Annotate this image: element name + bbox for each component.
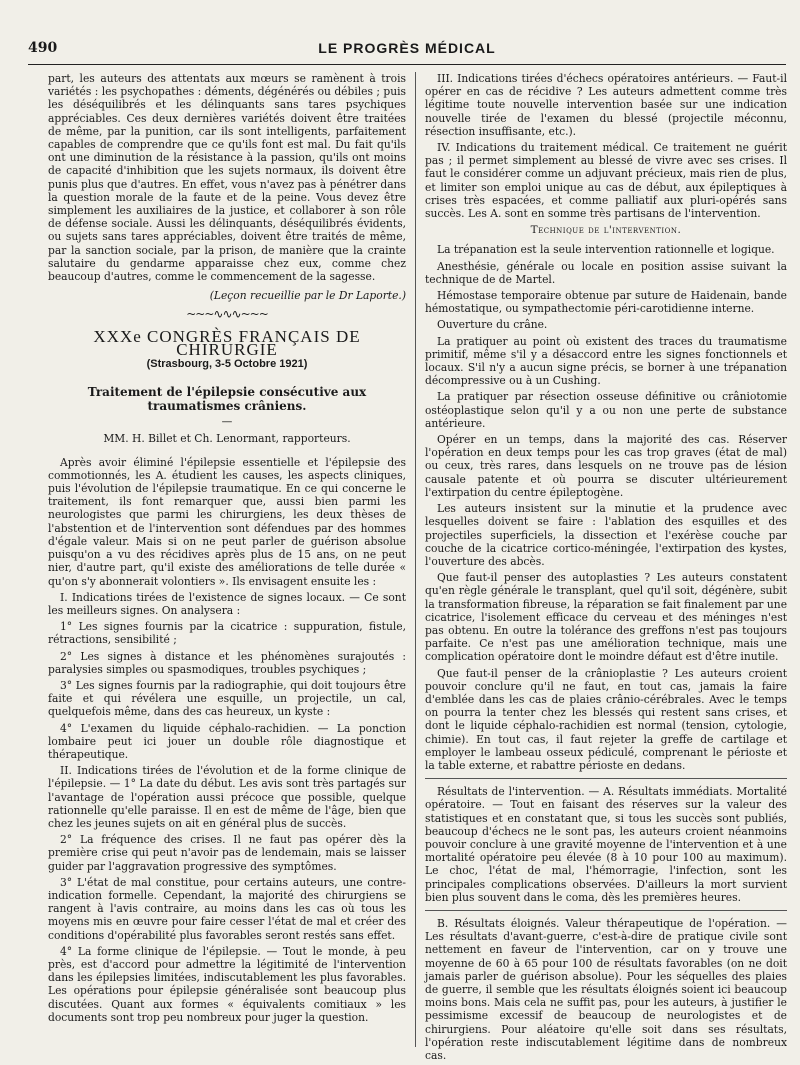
page-header <box>28 40 786 65</box>
paragraph: Les auteurs insistent sur la minutie et la prudence avec lesquelles doivent se faire : l'ablation des esquilles et des projectiles superficiels, la dissection et l'exérèse couche par couche de la cicatrice cortico-méningée, l'extirpation des kystes, l'ouverture des abcès. <box>425 502 787 568</box>
section-divider <box>425 778 787 779</box>
section-heading: Technique de l'intervention. <box>530 224 682 237</box>
paragraph: II. Indications tirées de l'évolution et de la forme clinique de l'épilepsie. — 1° La date du début. Les avis sont très partagés sur l'avantage de l'opération aussi précoce que possible, quelque rationnelle qu'elle paraisse. Il en est de même de l'âge, bien que chez les jeunes sujets on ait en général plus de succès. <box>48 764 406 830</box>
paragraph: 3° Les signes fournis par la radiographie, qui doit toujours être faite et qui révélera une esquille, un projectile, un cal, quelquefois même, dans des cas heureux, un kyste : <box>48 678 406 719</box>
paragraph: 4° La forme clinique de l'épilepsie. — Tout le monde, à peu près, est d'accord pour admettre la légitimité de l'intervention dans les épilepsies limitées, indiscutablement les plus favorables. Les opérations pour épilepsie généralisée sont beaucoup plus discutées. Quant aux formes « équivalents comitiaux » les documents sont trop peu nombreux pour juger la question. <box>48 944 406 1024</box>
paragraph: Opérer en un temps, dans la majorité des cas. Réserver l'opération en deux temps pour les cas trop graves (état de mal) ou ceux, très rares, dans lesquels on ne trouve pas de lésion causale patente et où pourra se discuter ultérieurement l'extirpation du centre épileptogène. <box>425 433 787 499</box>
section-divider <box>425 910 787 911</box>
paragraph: IV. Indications du traitement médical. Ce traitement ne guérit pas ; il permet simplement au blessé de vivre avec ses crises. Il faut le considérer comme un adjuvant précieux, mais rien de plus, et limiter son emploi unique au cas de début, aux épileptiques à crises très espacées, et comme palliatif aux pluri-opérés sans succès. Les A. sont en somme très partisans de l'intervention. <box>425 141 787 221</box>
article-authors: MM. H. Billet et Ch. Lenormant, rapporteurs. <box>103 432 351 446</box>
column-divider <box>415 72 416 1047</box>
paragraph: Hémostase temporaire obtenue par suture de Haidenain, bande hémostatique, ou sympathectomie péri-carotidienne interne. <box>425 289 787 316</box>
signature: (Leçon recueillie par le Dr Laporte.) <box>209 289 406 303</box>
paragraph: La trépanation est la seule intervention rationnelle et logique. <box>437 243 775 257</box>
article-title: Traitement de l'épilepsie consécutive aux traumatismes crâniens. <box>87 385 367 414</box>
paragraph: B. Résultats éloignés. Valeur thérapeutique de l'opération. — Les résultats d'avant-guerre, c'est-à-dire de pratique civile sont nettement en faveur de l'intervention, car on y trouve une moyenne de 60 à 65 pour 100 de résultats favorables (on ne doit jamais parler de guérison absolue). Pour les séquelles des plaies de guerre, il semble que les résultats éloignés soient ici beaucoup moins bons. Mais cela ne suffit pas, pour les auteurs, à justifier le pessimisme excessif de beaucoup de neurologistes et de chirurgiens. Pour aléatoire qu'elle soit dans ses résultats, l'opération reste indiscutablement légitime dans de nombreux cas. <box>425 916 787 1063</box>
ornament-divider: ~~~∿∿∿~~~ <box>186 307 268 322</box>
congress-subtitle: (Strasbourg, 3-5 Octobre 1921) <box>146 358 308 371</box>
paragraph: Anesthésie, générale ou locale en position assise suivant la technique de de Martel. <box>425 259 787 286</box>
paragraph: Que faut-il penser des autoplasties ? Les auteurs constatent qu'en règle générale le transplant, quel qu'il soit, dégénère, subit la transformation fibreuse, la réparation se fait finalement par une cicatrice, l'isolement efficace du cerveau et des méninges n'est pas obtenu. En outre la tolérance des greffons n'est pas toujours parfaite. Ce n'est pas une amélioration technique, mais une complication opératoire dont le moindre défaut est d'être inutile. <box>425 571 788 664</box>
paragraph: 3° L'état de mal constitue, pour certains auteurs, une contre-indication formelle. Cependant, la majorité des chirurgiens se rangent à l'avis contraire, au moins dans les cas où tous les moyens mis en œuvre pour faire cesser l'état de mal et créer des conditions d'opérabilité plus favorables seront restés sans effet. <box>48 875 406 942</box>
paragraph: La pratiquer au point où existent des traces du traumatisme primitif, même s'il y a désaccord entre les signes fonctionnels et locaux. S'il n'y a aucun signe précis, se borner à une trépanation décompressive ou à un Cushing. <box>425 334 787 388</box>
title-dash: — <box>221 415 233 429</box>
paragraph: Après avoir éliminé l'épilepsie essentielle et l'épilepsie des commotionnés, les A. étudient les causes, les aspects cliniques, puis l'évolution de l'épilepsie traumatique. En ce qui concerne le traitement, ils font remarquer que, aussi bien parmi les neurologistes que parmi les chirurgiens, les deux thèses de l'abstention et de l'intervention sont défendues par des hommes d'égale valeur. Mais si on ne peut parler de guérison absolue puisqu'on a vu des récidives après plus de 15 ans, on ne peut nier, d'autre part, qu'il existe des améliorations de telle durée « qu'on s'y abonnerait volontiers ». Ils envisagent ensuite les : <box>48 455 406 588</box>
paragraph: Que faut-il penser de la crânioplastie ? Les auteurs croient pouvoir conclure qu'il ne faut, en tout cas, jamais la faire d'emblée dans les cas de plaies crânio-cérébrales. Avec le temps on pourra la tenter chez les blessés qui restent sans crises, et dont le liquide céphalo-rachidien est normal (tension, cytologie, chimie). En tout cas, il faut rejeter la greffe de cartilage et employer le lambeau osseux pédiculé, comprenant le périoste et la table externe, et rabattre périoste en dedans. <box>425 666 787 772</box>
paragraph: La pratiquer par résection osseuse définitive ou crâniotomie ostéoplastique selon qu'il y a ou non une perte de substance antérieure. <box>425 390 787 430</box>
paragraph: Ouverture du crâne. <box>437 318 548 332</box>
paragraph: I. Indications tirées de l'existence de signes locaux. — Ce sont les meilleurs signes. On analysera : <box>48 590 406 617</box>
left-column <box>48 72 406 1052</box>
right-column <box>425 72 788 1063</box>
paragraph: part, les auteurs des attentats aux mœurs se ramènent à trois variétés : les psychopathes : déments, dégénérés ou débiles ; puis les déséquilibrés et les délinquants sans tares psychiques appréciables. Ces deux dernières variétés doivent être traitées de même, par la punition, car ils sont intelligents, parfaitement capables de comprendre que ce qu'ils font est mal. Du fait qu'ils ont une diminution de la résistance à la passion, qu'ils ont moins de capacité d'inhibition que les sujets normaux, ils doivent être punis plus que d'autres. En effet, vous n'avez pas à pénétrer dans la question morale de la faute et de la peine. Vous devez être simplement les auxiliaires de la justice, et collaborer à son rôle de défense sociale. Aussi les délinquants, déséquilibrés évidents, ou sujets sans tares appréciables, doivent être traités de même, par la sanction sociale, par la prison, de manière que la crainte salutaire du gendarme apparaisse chez eux, comme chez beaucoup d'autres, comme le commencement de la sagesse. <box>48 72 406 284</box>
paragraph: Résultats de l'intervention. — A. Résultats immédiats. Mortalité opératoire. — Tout en faisant des réserves sur la valeur des statistiques et en constatant que, si tous les succès sont publiés, beaucoup d'échecs ne le sont pas, les auteurs croient néanmoins pouvoir conclure à une gravité moyenne de l'intervention et à une mortalité opératoire peu élevée (8 à 10 pour 100 au maximum). Le choc, l'état de mal, l'hémorragie, l'infection, sont les principales complications observées. D'ailleurs la mort survient bien plus souvent dans le coma, dès les premières heures. <box>425 785 787 904</box>
congress-title: XXXe CONGRÈS FRANÇAIS DE CHIRURGIE <box>93 326 361 359</box>
paragraph: 2° La fréquence des crises. Il ne faut pas opérer dès la première crise qui peut n'avoir pas de lendemain, mais se laisser guider par l'aggravation progressive des symptômes. <box>48 833 406 873</box>
paragraph: 4° L'examen du liquide céphalo-rachidien. — La ponction lombaire peut ici jouer un double rôle diagnostique et thérapeutique. <box>48 721 406 761</box>
paragraph: III. Indications tirées d'échecs opératoires antérieurs. — Faut-il opérer en cas de récidive ? Les auteurs admettent comme très légitime toute nouvelle intervention basée sur une indication nouvelle tirée de l'examen du blessé (projectile méconnu, résection insuffisante, etc.). <box>425 72 787 138</box>
page-number: 490 <box>28 40 58 56</box>
paragraph: 2° Les signes à distance et les phénomènes surajoutés : paralysies simples ou spasmodiques, troubles psychiques ; <box>48 649 406 676</box>
paragraph: 1° Les signes fournis par la cicatrice : suppuration, fistule, rétractions, sensibilité ; <box>48 620 406 647</box>
running-title: LE PROGRÈS MÉDICAL <box>318 40 496 56</box>
